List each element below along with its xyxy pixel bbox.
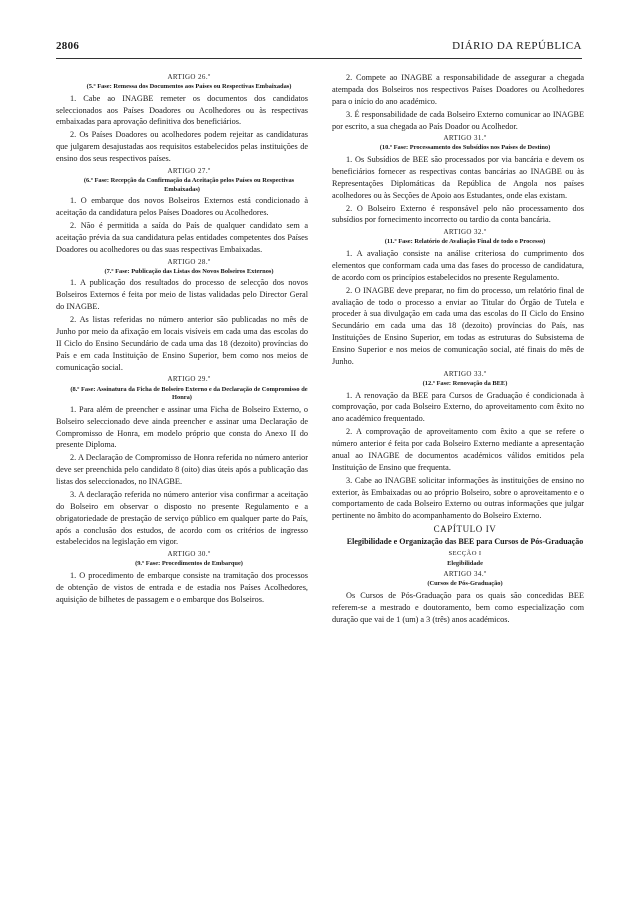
chapter-subtitle: Elegibilidade e Organização das BEE para Cursos de Pós-Graduação (346, 537, 584, 547)
article-subtitle: (10.º Fase: Processamento dos Subsídios nos Países de Destino) (379, 144, 551, 152)
article-heading: ARTIGO 31.º (443, 134, 487, 143)
paragraph: 2. Os Países Doadores ou acolhedores podem rejeitar as candidaturas que julgarem desajustadas aos requisitos estabelecidos pelas instituições de ensino dos seus respectivos países. (56, 130, 308, 164)
article-subtitle: (7.º Fase: Publicação das Listas dos Novos Bolseiros Externos) (104, 267, 274, 275)
article-subtitle: (Cursos de Pós-Graduação) (427, 580, 503, 588)
paragraph: 1. A avaliação consiste na análise criteriosa do cumprimento dos elementos que conformam cada uma das fases do processo de candidatura, de acordo com os princípios estabelecidos no presente Regulamento. (332, 249, 584, 282)
article-heading: ARTIGO 26.º (167, 73, 211, 81)
paragraph: 2. A Declaração de Compromisso de Honra referida no número anterior deve ser preenchida pelo candidato 8 (oito) dias úteis após a publicação das listas dos seleccionados, no INAGBE. (56, 453, 308, 487)
page-number: 2806 (56, 40, 80, 52)
section-subtitle: Elegibilidade (447, 559, 483, 567)
article-subtitle: (6.º Fase: Recepção da Confirmação da Aceitação pelos Países ou Respectivas Embaixadas) (83, 177, 295, 193)
section-title: SECÇÃO I (448, 549, 482, 557)
article-subtitle: (5.º Fase: Remessa dos Documentos aos Países ou Respectivas Embaixadas) (86, 83, 292, 91)
paragraph: 1. A publicação dos resultados do processo de selecção dos novos Bolseiros Externos é feita por meio de listas validadas pelo Director Geral do INAGBE. (56, 278, 308, 312)
article-subtitle: (12.º Fase: Renovação da BEE) (422, 379, 508, 387)
paragraph: 3. Cabe ao INAGBE solicitar informações às instituições de ensino no exterior, às Embaixadas ou ao próprio Bolseiro, sobre o aproveitamento e o comportamento de cada Bolseiro Externo ou outras informações que julgar pertinente no âmbito do acompanhamento do Bolseiro Externo. (332, 475, 584, 521)
right-column (332, 72, 584, 627)
paragraph: 1. Cabe ao INAGBE remeter os documentos dos candidatos seleccionados aos Países Doadores ou Acolhedores ou às respectivas embaixadas para aprovação definitiva dos beneficiários. (56, 93, 308, 127)
article-heading: ARTIGO 29.º (167, 375, 211, 384)
paragraph: 2. A comprovação de aproveitamento com êxito a que se refere o número anterior é feita por cada Bolseiro Externo mediante a apresentação anual ao INAGBE de documentos académicos válidos emitidos pela Instituição de Ensino que frequenta. (332, 427, 584, 472)
paragraph: 2. Compete ao INAGBE a responsabilidade de assegurar a chegada atempada dos Bolseiros nos respectivos Países Doadores ou Acolhedores para o início do ano académico. (332, 73, 584, 106)
paragraph: 1. O embarque dos novos Bolseiros Externos está condicionado à aceitação da candidatura pelos Países Doadores ou Acolhedores. (56, 196, 308, 218)
paragraph: 1. Os Subsídios de BEE são processados por via bancária e devem os beneficiários fornecer as respectivas contas bancárias ao INAGBE ou às Representações Diplomáticas da República de Angola nos países acolhedores ou às Secções de Apoio aos Estudantes, onde elas existam. (332, 155, 584, 200)
article-heading: ARTIGO 28.º (167, 257, 211, 266)
paragraph: 1. O procedimento de embarque consiste na tramitação dos processos de obtenção de vistos de entrada e de estadia nos Países Acolhedores, aquisição de bilhetes de passagem e o embarque dos Bolseiros. (56, 571, 308, 604)
paragraph: 2. O INAGBE deve preparar, no fim do processo, um relatório final de avaliação de todo o processo a enviar ao Titular do Órgão de Tutela e proceder à sua divulgação em cada uma das escolas do II Ciclo do Ensino Secundário em cada uma das 18 (dezoito) províncias do País, nas Instituições de Ensino Superior, em todas as estruturas do Subsistema de Ensino Superior e nos meios de comunicação social, até finais do mês de Junho. (332, 285, 584, 366)
chapter-title: CAPÍTULO IV (433, 524, 497, 535)
article-heading: ARTIGO 27.º (167, 166, 211, 175)
article-heading: ARTIGO 30.º (167, 550, 211, 559)
paragraph: 2. As listas referidas no número anterior são publicadas no mês de Junho por meio da afixação em locais visíveis em cada uma das escolas do II Ciclo do Ensino Secundário de cada uma das 18 (dezoito) províncias do País e em cada Instituição de Ensino Superior, bem como nos meios de comunicação social. (56, 315, 308, 372)
article-subtitle: (9.º Fase: Procedimentos de Embarque) (135, 560, 243, 568)
article-heading: ARTIGO 33.º (443, 369, 487, 378)
header-rule (56, 58, 582, 59)
paragraph: 1. A renovação da BEE para Cursos de Graduação é condicionada à comprovação, por cada Bolseiro Externo, do aproveitamento com êxito no ano académico frequentado. (332, 390, 584, 424)
left-column (56, 72, 308, 607)
article-heading: ARTIGO 32.º (443, 228, 487, 237)
article-subtitle: (11.º Fase: Relatório de Avaliação Final de todo o Processo) (384, 238, 546, 246)
paragraph: Os Cursos de Pós-Graduação para os quais são concedidas BEE referem-se a mestrado e doutoramento, bem como especialização com duração que vai de 1 (um) a 3 (três) anos académicos. (332, 590, 584, 624)
article-subtitle: (8.º Fase: Assinatura da Ficha de Bolseiro Externo e da Declaração de Compromisso de Honra) (70, 385, 308, 402)
paragraph: 2. Não é permitida a saída do País de qualquer candidato sem a aceitação prévia da sua candidatura pelas entidades competentes dos Países Doadores ou acolhedores ou das suas respectivas Embaixadas. (56, 221, 308, 254)
article-heading: ARTIGO 34.º (443, 570, 487, 579)
journal-title: DIÁRIO DA REPÚBLICA (452, 40, 582, 52)
paragraph: 3. A declaração referida no número anterior visa confirmar a aceitação do Bolseiro em observar o disposto no presente Regulamento e a obrigatoriedade de prestação de serviço público em qualquer parte do País, após a conclusão dos estudos, de acordo com os critérios de ingresso estabelecidos na legislação em vigor. (56, 489, 308, 547)
paragraph: 3. É responsabilidade de cada Bolseiro Externo comunicar ao INAGBE por escrito, a sua chegada ao País Doador ou Acolhedor. (332, 109, 584, 131)
paragraph: 2. O Bolseiro Externo é responsável pelo não processamento dos subsídios por fornecimento incorrecto ou tardio da conta bancária. (332, 203, 584, 225)
paragraph: 1. Para além de preencher e assinar uma Ficha de Bolseiro Externo, o Bolseiro seleccionado deve ainda preencher e assinar uma Declaração de Compromisso de Honra, em modelo próprio que consta do Anexo II do presente Diploma. (56, 404, 308, 450)
